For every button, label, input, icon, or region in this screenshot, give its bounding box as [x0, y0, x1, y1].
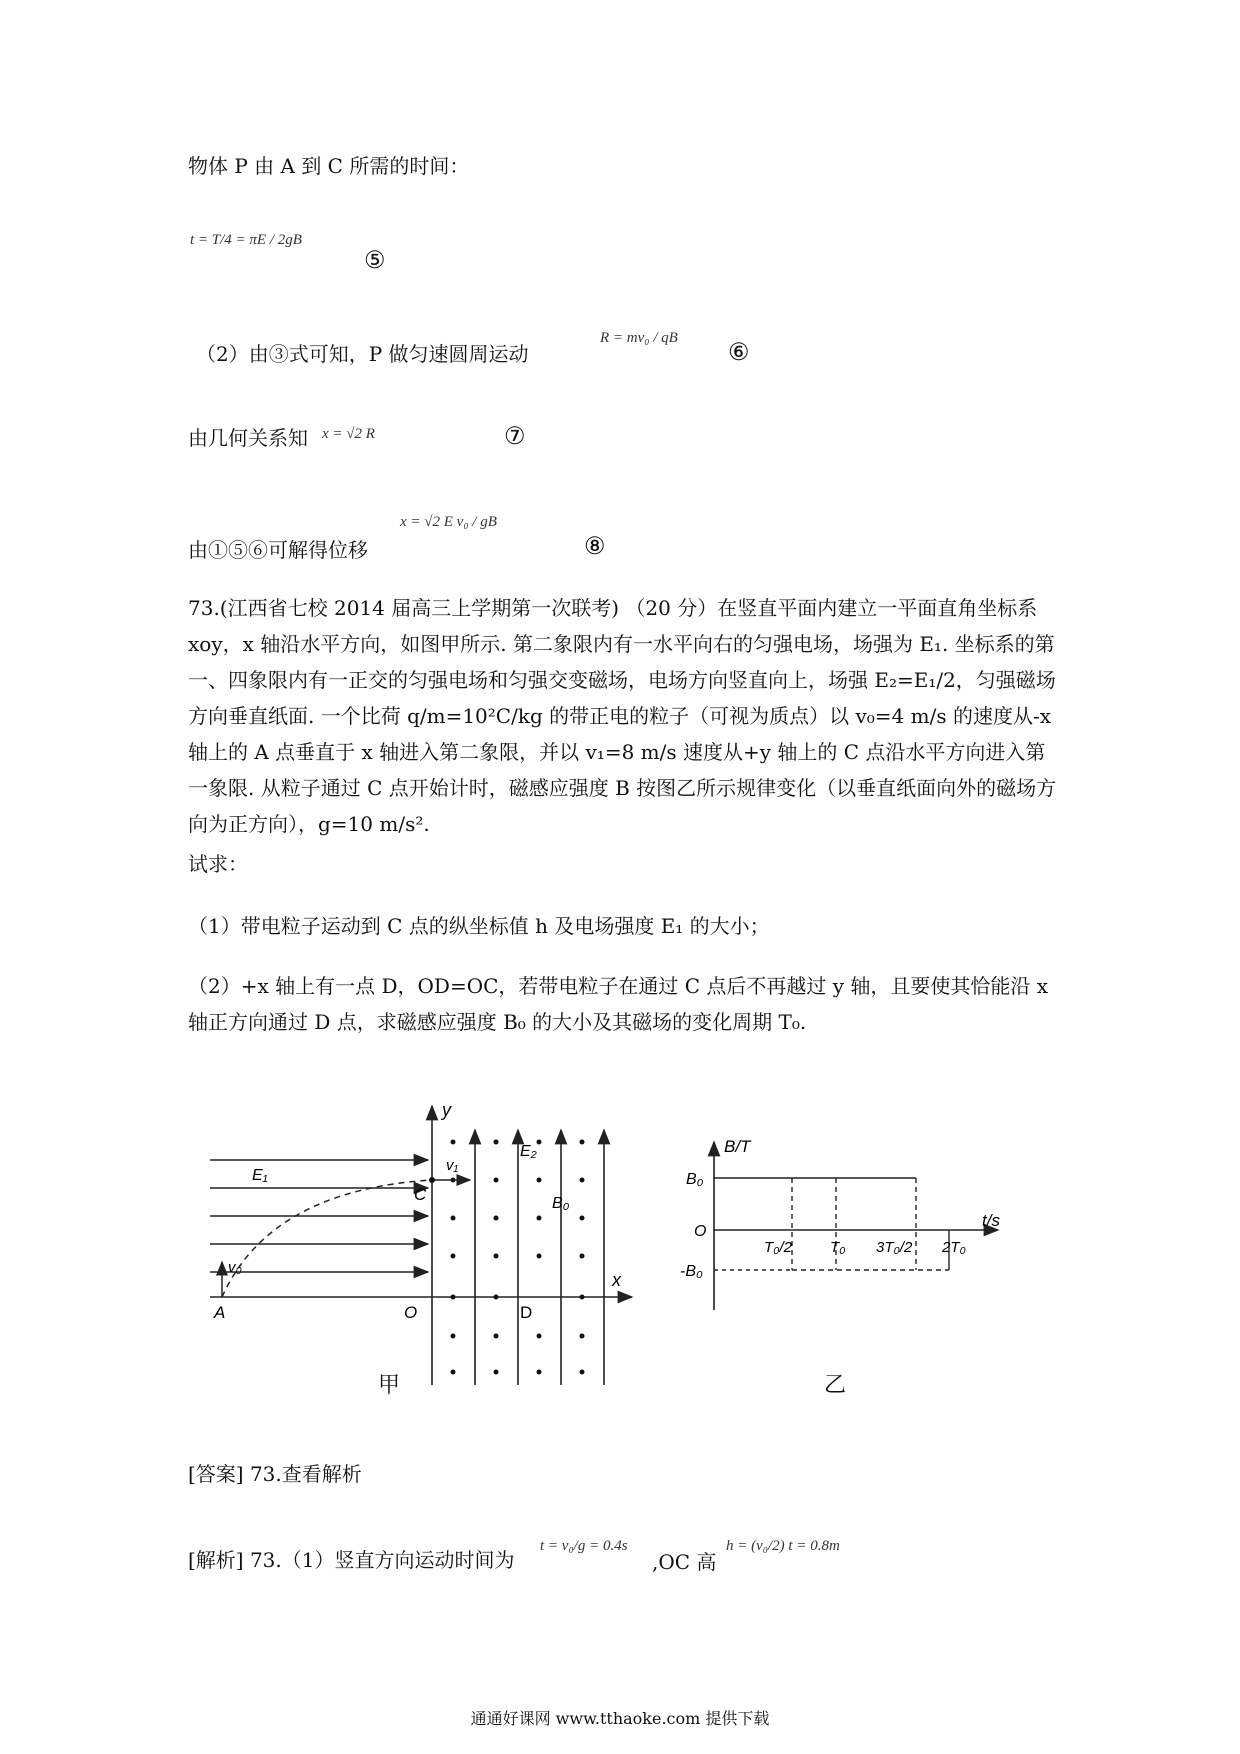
formula-h: h = (v₀/2) t = 0.8m: [726, 1538, 840, 1554]
equation-mark-6: ⑥: [728, 338, 750, 366]
text-line-displacement: 由①⑤⑥可解得位移: [188, 538, 368, 562]
text-line-time: 物体 P 由 A 到 C 所需的时间：: [188, 154, 470, 178]
figure-jia-caption: 甲: [378, 1373, 401, 1398]
point-c: [429, 1177, 435, 1183]
analysis-line: [解析] 73.（1）竖直方向运动时间为: [188, 1548, 515, 1572]
formula-time: t = v₀/g = 0.4s: [540, 1538, 628, 1554]
page-footer: 通通好课网 www.tthaoke.com 提供下载: [470, 1709, 770, 1728]
answer-line: [答案] 73.查看解析: [188, 1462, 362, 1486]
formula-x2: x = √2 E v₀ / gB: [400, 514, 497, 530]
text-line-geometry: 由几何关系知: [188, 426, 308, 450]
label-e1: E₁: [252, 1167, 268, 1184]
yi-label-ts: t/s: [982, 1211, 1000, 1230]
e1-field-lines: [210, 1160, 428, 1272]
yi-label-b0: B₀: [686, 1171, 704, 1188]
text-line-circular-motion: （2）由③式可知，P 做匀速圆周运动: [196, 342, 529, 366]
figure-yi-caption: 乙: [824, 1373, 847, 1398]
yi-tick-t0-half: T₀/2: [764, 1239, 792, 1256]
particle-trajectory: [222, 1180, 432, 1297]
formula-x1: x = √2 R: [322, 426, 375, 442]
problem-statement: 73.(江西省七校 2014 届高三上学期第一次联考) （20 分）在竖直平面内建立一平面直角坐标系 xoy，x 轴沿水平方向，如图甲所示. 第二象限内有一水平向右的匀强电场，场强为 E₁. 坐标系的第一、四象限内有一正交的匀强电场和匀强交变磁场，电场方向竖直向上，场强 E₂=E₁/2，匀强磁场方向垂直纸面. 一个比荷 q/m=10²C/kg 的带正电的粒子（可视为质点）以 v₀=4 m/s 的速度从-x 轴上的 A 点垂直于 x 轴进入第二象限，并以 v₁=8 m/s 速度从+y 轴上的 C 点沿水平方向进入第一象限. 从粒子通过 C 点开始计时，磁感应强度 B 按图乙所示规律变化（以垂直纸面向外的磁场方向为正方向），g=10 m/s².: [188, 596, 1057, 836]
yi-tick-3t0-half: 3T₀/2: [876, 1239, 913, 1256]
equation-mark-5: ⑤: [364, 246, 386, 274]
formula-R: R = mv₀ / qB: [600, 330, 678, 346]
figure-jia: [200, 1100, 660, 1400]
equation-mark-7: ⑦: [504, 422, 526, 450]
equation-mark-8: ⑧: [584, 532, 606, 560]
label-c: C: [414, 1185, 427, 1204]
label-b0: B₀: [552, 1195, 570, 1212]
b-waveform: [714, 1178, 949, 1270]
label-e2: E₂: [520, 1143, 537, 1160]
label-o: O: [404, 1303, 418, 1322]
label-v1: v₁: [446, 1157, 459, 1174]
oc-label: ,OC 高: [652, 1550, 717, 1574]
label-x: x: [612, 1270, 621, 1290]
yi-tick-t0: T₀: [830, 1239, 846, 1256]
yi-label-bt: B/T: [724, 1137, 751, 1156]
ask-label: 试求：: [188, 852, 248, 876]
yi-tick-2t0: 2T₀: [942, 1239, 966, 1256]
question-2: （2）+x 轴上有一点 D，OD=OC，若带电粒子在通过 C 点后不再越过 y 轴，且要使其恰能沿 x 轴正方向通过 D 点，求磁感应强度 B₀ 的大小及其磁场的变化周期 T₀.: [188, 974, 1049, 1034]
label-y: y: [442, 1100, 451, 1120]
label-d: D: [520, 1303, 533, 1322]
figure-yi: [680, 1130, 1020, 1320]
question-1: （1）带电粒子运动到 C 点的纵坐标值 h 及电场强度 E₁ 的大小；: [188, 914, 770, 938]
label-a: A: [214, 1303, 226, 1322]
yi-label-o: O: [694, 1223, 707, 1240]
label-v0: v₀: [228, 1259, 242, 1276]
yi-label-neg-b0: -B₀: [680, 1263, 703, 1280]
formula-t: t = T/4 = πE / 2gB: [190, 232, 302, 248]
